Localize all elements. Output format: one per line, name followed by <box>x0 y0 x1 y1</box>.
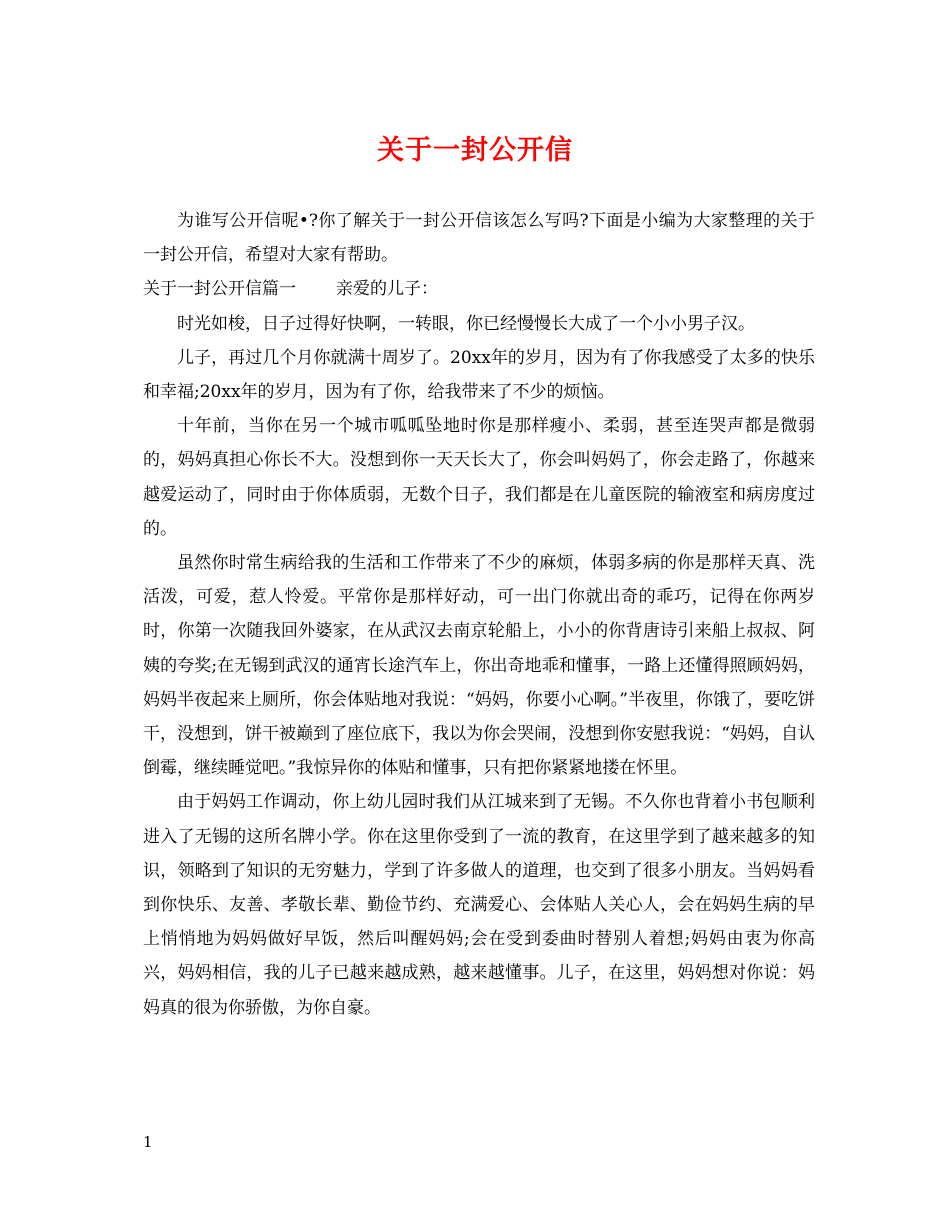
document-body <box>143 204 815 1025</box>
salutation: 亲爱的儿子： <box>336 279 438 300</box>
body-paragraph: 时光如梭，日子过得好快啊，一转眼，你已经慢慢长大成了一个小小男子汉。 <box>177 313 755 334</box>
body-paragraph: 儿子，再过几个月你就满十周岁了。20xx年的岁月，因为有了你我感受了太多的快乐和幸福;20xx年的岁月，因为有了你，给我带来了不少的烦恼。 <box>143 347 815 403</box>
body-paragraph: 虽然你时常生病给我的生活和工作带来了不少的麻烦，体弱多病的你是那样天真、洗活泼，可爱，惹人怜爱。平常你是那样好动，可一出门你就出奇的乖巧，记得在你两岁时，你第一次随我回外婆家，在从武汉去南京轮船上，小小的你背唐诗引来船上叔叔、阿姨的夸奖;在无锡到武汉的通宵长途汽车上，你出奇地乖和懂事，一路上还懂得照顾妈妈，妈妈半夜起来上厕所，你会体贴地对我说：“妈妈，你要小心啊。”半夜里，你饿了，要吃饼干，没想到，饼干被巅到了座位底下，我以为你会哭闹，没想到你安慰我说：“妈妈，自认倒霉，继续睡觉吧。”我惊异你的体贴和懂事，只有把你紧紧地搂在怀里。 <box>143 553 815 779</box>
body-paragraph: 十年前，当你在另一个城市呱呱坠地时你是那样瘦小、柔弱，甚至连哭声都是微弱的，妈妈真担心你长不大。没想到你一天天长大了，你会叫妈妈了，你会走路了，你越来越爱运动了，同时由于你体质弱，无数个日子，我们都是在儿童医院的输液室和病房度过的。 <box>143 416 815 539</box>
page-number: 1 <box>143 1133 153 1151</box>
body-paragraph: 由于妈妈工作调动，你上幼儿园时我们从江城来到了无锡。不久你也背着小书包顺利进入了无锡的这所名牌小学。你在这里你受到了一流的教育，在这里学到了越来越多的知识，领略到了知识的无穷魅力，学到了许多做人的道理，也交到了很多小朋友。当妈妈看到你快乐、友善、孝敬长辈、勤俭节约、充满爱心、会体贴人关心人，会在妈妈生病的早上悄悄地为妈妈做好早饭，然后叫醒妈妈;会在受到委曲时替别人着想;妈妈由衷为你高兴，妈妈相信，我的儿子已越来越成熟，越来越懂事。儿子，在这里，妈妈想对你说：妈妈真的很为你骄傲，为你自豪。 <box>143 792 815 1018</box>
document-title: 关于一封公开信 <box>377 135 573 166</box>
section-heading: 关于一封公开信篇一 <box>143 279 296 300</box>
intro-paragraph: 为谁写公开信呢•?你了解关于一封公开信该怎么写吗?下面是小编为大家整理的关于一封公开信，希望对大家有帮助。 <box>143 211 815 266</box>
section-heading-line <box>143 272 815 306</box>
